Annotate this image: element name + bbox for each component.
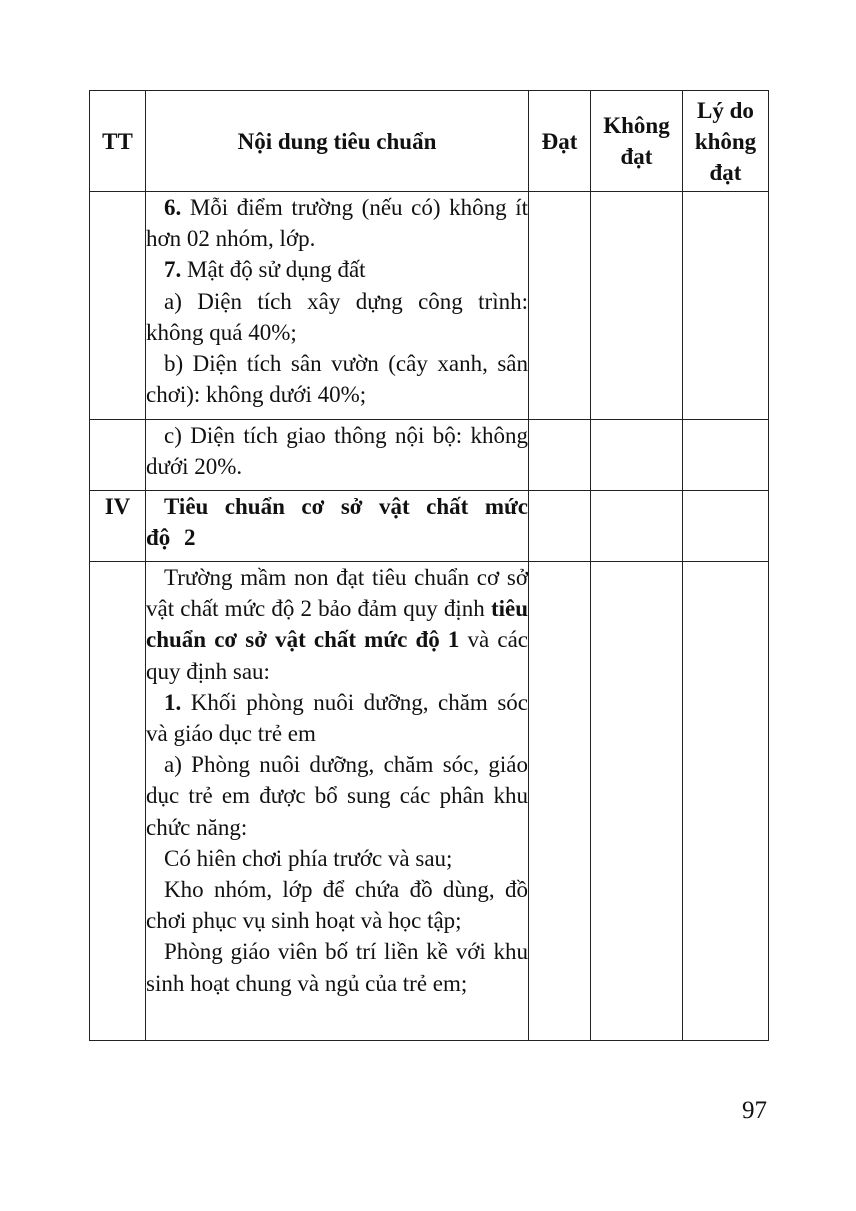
ly-do-cell <box>683 420 769 491</box>
content-line <box>146 687 528 749</box>
header-ly-do-line-2: không <box>694 128 757 154</box>
intro-text-end: và các quy định sau: <box>146 627 528 684</box>
item-text: Khối phòng nuôi dưỡng, chăm sóc và giáo dục trẻ em <box>146 689 528 747</box>
item-text: b) Diện tích sân vườn (cây xanh, sân chơi): không dưới 40%; <box>146 351 528 408</box>
row-tt-section: IV <box>90 491 146 562</box>
content-line: Phòng giáo viên bố trí liền kề với khu sinh hoạt chung và ngủ của trẻ em; <box>146 939 528 996</box>
header-khong-dat-line-2: đạt <box>620 144 653 169</box>
table-row <box>90 192 769 420</box>
ly-do-cell <box>683 192 769 420</box>
content-line <box>146 192 528 254</box>
dat-cell <box>529 491 591 562</box>
section-heading-text: Tiêu chuẩn cơ sở vật chất mức độ 2 <box>146 494 528 551</box>
ly-do-cell <box>683 562 769 1041</box>
header-ly-do-line-1: Lý do <box>697 97 754 123</box>
item-number: 1. <box>164 689 182 715</box>
dat-cell <box>529 562 591 1041</box>
header-ly-do-line-3: đạt <box>709 159 742 185</box>
header-ly-do <box>683 91 769 192</box>
item-text: Mật độ sử dụng đất <box>181 257 366 283</box>
section-heading <box>146 491 529 562</box>
dat-cell <box>529 192 591 420</box>
item-text: Mỗi điểm trường (nếu có) không ít hơn 02 nhóm, lớp. <box>146 195 528 252</box>
content-line <box>146 348 528 410</box>
header-tt: TT <box>90 91 146 192</box>
intro-text: Trường mầm non đạt tiêu chuẩn cơ sở vật chất mức độ 2 bảo đảm quy định <box>146 565 528 622</box>
item-text: a) Diện tích xây dựng công trình: không quá 40%; <box>146 288 528 345</box>
content-line <box>146 562 528 687</box>
header-khong-dat <box>591 91 683 192</box>
item-number: 7. <box>164 257 182 283</box>
content-line: c) Diện tích giao thông nội bộ: không dưới 20%. <box>146 423 528 480</box>
table-header-row <box>90 91 769 192</box>
criteria-table <box>89 90 769 1041</box>
content-line: a) Phòng nuôi dưỡng, chăm sóc, giáo dục trẻ em được bổ sung các phân khu chức năng: <box>146 752 528 840</box>
content-line: Kho nhóm, lớp để chứa đồ dùng, đồ chơi phục vụ sinh hoạt và học tập; <box>146 877 528 934</box>
header-content: Nội dung tiêu chuẩn <box>146 91 529 192</box>
header-dat: Đạt <box>529 91 591 192</box>
row-content <box>146 562 529 1041</box>
row-tt <box>90 562 146 1041</box>
row-tt <box>90 420 146 491</box>
table-row <box>90 491 769 562</box>
table-row <box>90 420 769 491</box>
khong-dat-cell <box>591 192 683 420</box>
khong-dat-cell <box>591 491 683 562</box>
row-content <box>146 192 529 420</box>
ly-do-cell <box>683 491 769 562</box>
row-tt <box>90 192 146 420</box>
header-khong-dat-line-1: Không <box>603 113 670 138</box>
content-line <box>146 286 528 348</box>
content-line <box>146 254 528 285</box>
page-number: 97 <box>742 1097 767 1124</box>
khong-dat-cell <box>591 420 683 491</box>
dat-cell <box>529 420 591 491</box>
table-row <box>90 562 769 1041</box>
row-content <box>146 420 529 491</box>
intro-bold-text: tiêu chuẩn cơ sở vật chất mức độ 1 <box>146 596 528 653</box>
content-line: Có hiên chơi phía trước và sau; <box>164 845 453 871</box>
khong-dat-cell <box>591 562 683 1041</box>
item-number: 6. <box>164 195 182 220</box>
